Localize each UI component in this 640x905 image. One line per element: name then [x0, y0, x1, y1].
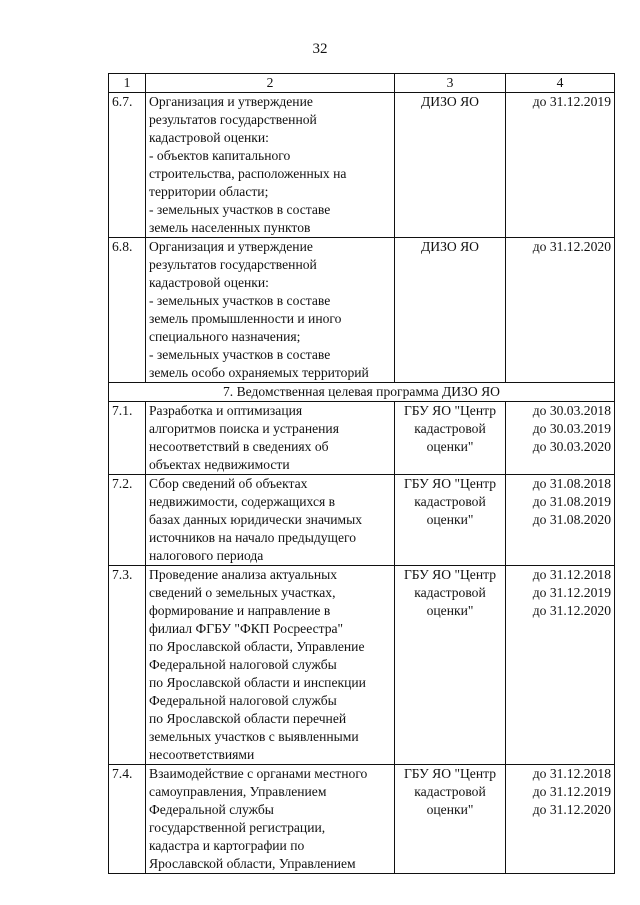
deadline-line: до 30.03.2019 — [532, 421, 611, 436]
task-description-line: Взаимодействие с органами местного — [149, 766, 368, 781]
task-description-line: несоответствиями — [149, 747, 255, 762]
deadline-line: до 30.03.2018 — [532, 403, 611, 418]
deadline-line: до 31.12.2019 — [532, 784, 611, 799]
task-description-line: базах данных юридически значимых — [149, 512, 363, 527]
plan-table — [108, 73, 615, 874]
executor — [395, 566, 506, 765]
column-number: 1 — [109, 74, 146, 93]
deadline — [506, 93, 615, 238]
table-row — [109, 566, 615, 765]
deadline — [506, 566, 615, 765]
task-description-line: по Ярославской области, Управление — [149, 639, 365, 654]
task-description-line: государственной регистрации, — [149, 820, 326, 835]
task-description-line: - земельных участков в составе — [149, 347, 331, 362]
task-description-line: Федеральной налоговой службы — [149, 693, 337, 708]
table-row — [109, 238, 615, 383]
executor — [395, 475, 506, 566]
row-number: 6.7. — [109, 93, 146, 238]
deadline-line: до 31.12.2020 — [532, 802, 611, 817]
task-description-line: недвижимости, содержащихся в — [149, 494, 336, 509]
task-description-line: земельных участков с выявленными — [149, 729, 359, 744]
executor-line: ДИЗО ЯО — [421, 94, 479, 109]
task-description-line: Ярославской области, Управлением — [149, 856, 356, 871]
deadline — [506, 765, 615, 874]
task-description — [146, 402, 395, 475]
deadline — [506, 238, 615, 383]
executor-line: ГБУ ЯО "Центр — [403, 567, 497, 582]
task-description — [146, 475, 395, 566]
task-description-line: Организация и утверждение — [149, 239, 313, 254]
task-description-line: земель особо охраняемых территорий — [149, 365, 369, 380]
task-description-line: - земельных участков в составе — [149, 202, 331, 217]
deadline-line: до 31.12.2020 — [532, 239, 611, 254]
task-description-line: объектах недвижимости — [149, 457, 290, 472]
deadline-line: до 31.12.2018 — [532, 766, 611, 781]
task-description-line: Сбор сведений об объектах — [149, 476, 308, 491]
executor-line: оценки" — [426, 439, 474, 454]
row-number: 7.4. — [109, 765, 146, 874]
task-description-line: специального назначения; — [149, 329, 301, 344]
table-row — [109, 402, 615, 475]
executor — [395, 93, 506, 238]
task-description-line: земель населенных пунктов — [149, 220, 311, 235]
deadline — [506, 402, 615, 475]
deadline-line: до 31.12.2020 — [532, 603, 611, 618]
task-description-line: Федеральной службы — [149, 802, 274, 817]
task-description-line: источников на начало предыдущего — [149, 530, 357, 545]
task-description-line: - объектов капитального — [149, 148, 291, 163]
task-description — [146, 566, 395, 765]
deadline-line: до 31.08.2019 — [532, 494, 611, 509]
page-number: 32 — [312, 41, 328, 57]
task-description-line: формирование и направление в — [149, 603, 331, 618]
executor-line: оценки" — [426, 603, 474, 618]
task-description-line: по Ярославской области перечней — [149, 711, 347, 726]
executor — [395, 402, 506, 475]
executor-line: ГБУ ЯО "Центр — [403, 403, 497, 418]
deadline — [506, 475, 615, 566]
task-description-line: строительства, расположенных на — [149, 166, 347, 181]
executor — [395, 765, 506, 874]
task-description-line: несоответствий в сведениях об — [149, 439, 329, 454]
task-description — [146, 93, 395, 238]
task-description-line: кадастровой оценки: — [149, 130, 269, 145]
executor-line: ДИЗО ЯО — [421, 239, 479, 254]
task-description-line: - земельных участков в составе — [149, 293, 331, 308]
section-title: 7. Ведомственная целевая программа ДИЗО ЯО — [109, 383, 615, 402]
row-number: 7.2. — [109, 475, 146, 566]
table-row — [109, 475, 615, 566]
task-description — [146, 238, 395, 383]
deadline-line: до 31.12.2019 — [532, 585, 611, 600]
row-number: 7.3. — [109, 566, 146, 765]
executor-line: кадастровой — [414, 585, 486, 600]
row-number: 6.8. — [109, 238, 146, 383]
deadline-line: до 30.03.2020 — [532, 439, 611, 454]
task-description-line: Проведение анализа актуальных — [149, 567, 338, 582]
task-description-line: самоуправления, Управлением — [149, 784, 327, 799]
executor-line: ГБУ ЯО "Центр — [403, 766, 497, 781]
task-description-line: алгоритмов поиска и устранения — [149, 421, 339, 436]
task-description-line: сведений о земельных участках, — [149, 585, 336, 600]
table-row — [109, 93, 615, 238]
executor-line: кадастровой — [414, 494, 486, 509]
deadline-line: до 31.08.2018 — [532, 476, 611, 491]
task-description-line: Организация и утверждение — [149, 94, 313, 109]
task-description — [146, 765, 395, 874]
executor-line: оценки" — [426, 512, 474, 527]
executor-line: кадастровой — [414, 421, 486, 436]
task-description-line: результатов государственной — [149, 112, 317, 127]
column-number: 4 — [506, 74, 615, 93]
task-description-line: Разработка и оптимизация — [149, 403, 303, 418]
executor-line: ГБУ ЯО "Центр — [403, 476, 497, 491]
column-number: 3 — [395, 74, 506, 93]
row-number: 7.1. — [109, 402, 146, 475]
task-description-line: земель промышленности и иного — [149, 311, 342, 326]
table-row — [109, 765, 615, 874]
column-number: 2 — [146, 74, 395, 93]
executor-line: кадастровой — [414, 784, 486, 799]
task-description-line: кадастровой оценки: — [149, 275, 269, 290]
task-description-line: по Ярославской области и инспекции — [149, 675, 366, 690]
executor — [395, 238, 506, 383]
task-description-line: кадастра и картографии по — [149, 838, 305, 853]
task-description-line: результатов государственной — [149, 257, 317, 272]
deadline-line: до 31.12.2019 — [532, 94, 611, 109]
column-number-row — [109, 74, 615, 93]
section-row — [109, 383, 615, 402]
task-description-line: налогового периода — [149, 548, 264, 563]
deadline-line: до 31.12.2018 — [532, 567, 611, 582]
deadline-line: до 31.08.2020 — [532, 512, 611, 527]
executor-line: оценки" — [426, 802, 474, 817]
task-description-line: Федеральной налоговой службы — [149, 657, 337, 672]
task-description-line: филиал ФГБУ "ФКП Росреестра" — [149, 621, 344, 636]
task-description-line: территории области; — [149, 184, 269, 199]
